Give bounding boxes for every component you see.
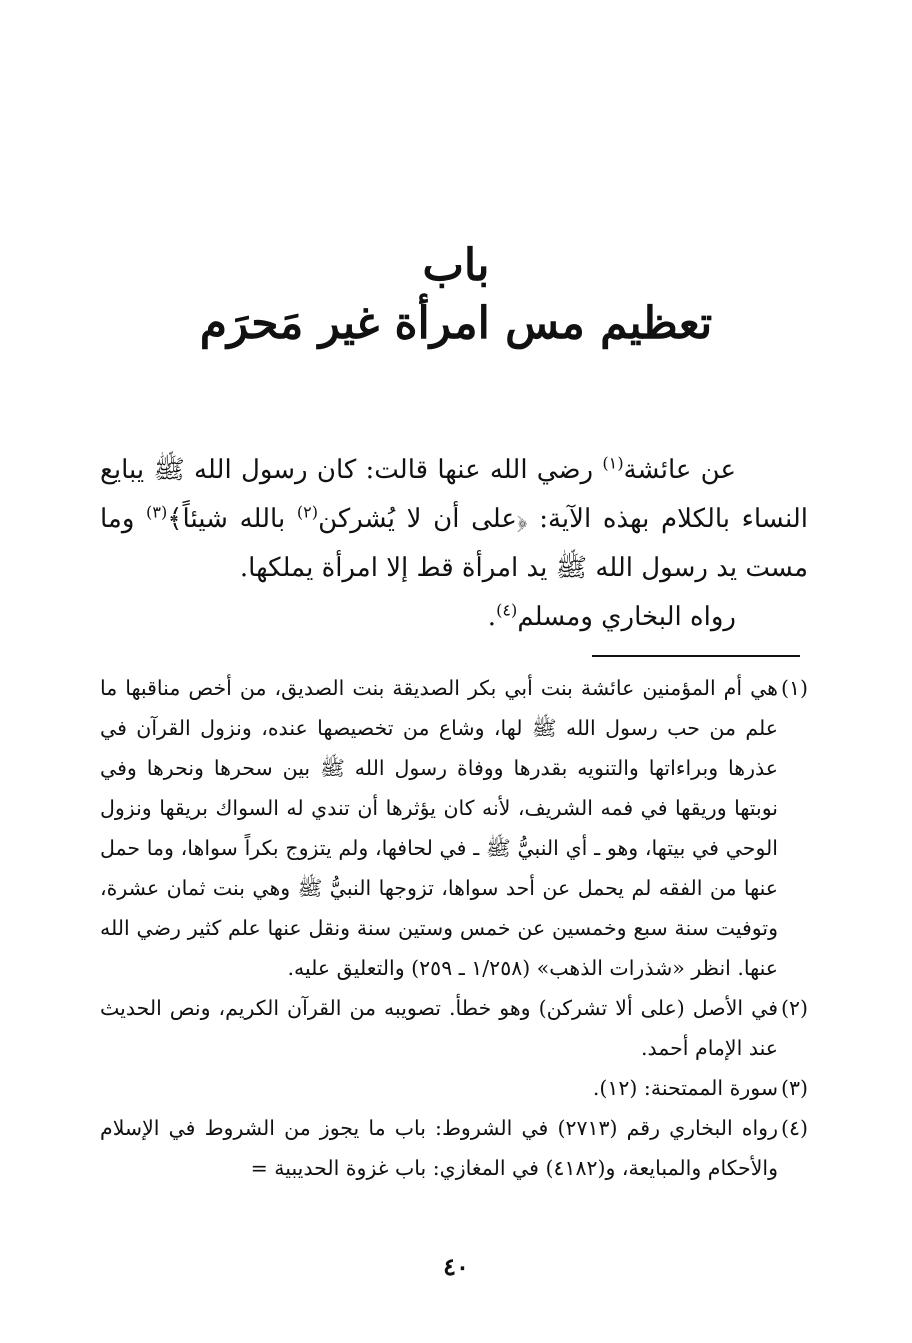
footnote-ref-3[interactable]: (٣) [146, 502, 168, 522]
hadith-source-text: رواه البخاري ومسلم [517, 602, 736, 632]
footnote-3 [100, 1068, 808, 1108]
chapter-title: تعظيم مس امرأة غير مَحرَم [199, 298, 713, 349]
footnote-text: في الأصل (على ألا تشركن) وهو خطأ. تصويبه من القرآن الكريم، ونص الحديث عند الإمام أحمد. [100, 996, 778, 1060]
chapter-label: باب [422, 240, 490, 291]
footnote-ref-2[interactable]: (٢) [296, 502, 319, 522]
hadith-body-part3: وما مست يد رسول الله ﷺ يد امرأة قط إلا امرأة يملكها. [100, 504, 808, 583]
hadith-paragraph [100, 446, 808, 593]
page-number: ٤٠ [443, 1252, 469, 1281]
footnote-ref-1[interactable]: (١) [602, 453, 624, 473]
footnote-number: (٣) [780, 1076, 808, 1100]
footnote-1 [100, 668, 808, 988]
footnote-number: (٤) [780, 1116, 808, 1140]
footnote-ref-4[interactable]: (٤) [496, 600, 518, 620]
footnote-text: رواه البخاري رقم (٢٧١٣) في الشروط: باب ما يجوز من الشروط في الإسلام والأحكام والمبايعة، و(٤١٨٢) في المغازي: باب غزوة الحديبية = [100, 1116, 778, 1180]
hadith-text [100, 446, 808, 642]
hadith-body-part1: رضي الله عنها قالت: كان رسول الله ﷺ يبايع النساء بالكلام بهذه الآية: ﴿على أن لا يُشركن [100, 455, 808, 534]
footnote-2 [100, 988, 808, 1068]
hadith-body-part2: بالله شيئاً﴾ [167, 504, 297, 534]
hadith-narrator: عن عائشة [623, 455, 736, 485]
hadith-source-end: . [487, 602, 497, 632]
footnote-text: هي أم المؤمنين عائشة بنت أبي بكر الصديقة بنت الصديق، من أخص مناقبها ما علم من حب رسول الله ﷺ لها، وشاع من تخصيصها عنده، ونزول القرآن في عذرها وبراءاتها والتنويه بقدرها ووفاة رسول الله ﷺ بين سحرها ونحرها وفي نوبتها وريقها في فمه الشريف، لأنه كان يؤثرها أن تندي له السواك بريقها ونزول الوحي في بيتها، وهو ـ أي النبيُّ ﷺ ـ في لحافها، ولم يتزوج بكراً سواها، وما حمل عنها من الفقه لم يحمل عن أحد سواها، تزوجها النبيُّ ﷺ وهي بنت ثمان عشرة، وتوفيت سنة سبع وخمسين عن خمس وستين سنة ونقل عنها علم كثير رضي الله عنها. انظر «شذرات الذهب» (١/٢٥٨ ـ ٢٥٩) والتعليق عليه. [100, 676, 778, 980]
hadith-source [100, 593, 808, 642]
footnotes-section [100, 668, 808, 1188]
footnote-4 [100, 1108, 808, 1188]
footnote-number: (٢) [780, 996, 808, 1020]
footnote-divider [592, 655, 800, 657]
footnote-text: سورة الممتحنة: (١٢). [592, 1076, 778, 1100]
footnote-number: (١) [780, 676, 808, 700]
